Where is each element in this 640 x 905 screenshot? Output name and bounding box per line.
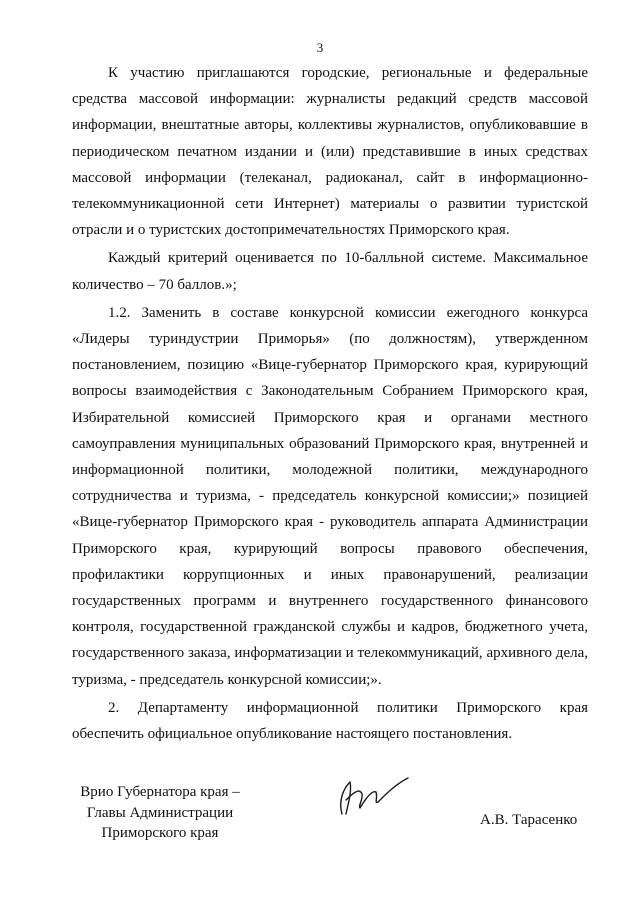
page-number: 3 [316, 40, 324, 55]
paragraph-commission-replacement: 1.2. Заменить в составе конкурсной комиссии ежегодного конкурса «Лидеры туриндустрии Приморья» (по должностям), утвержденном постановлением, позицию «Вице-губернатор Приморского края, курирующий вопросы взаимодействия с Законодательным Собранием Приморского края, Избирательной комиссией Приморского края и органами местного самоуправления муниципальных образований Приморского края, внутренней и информационной политики, молодежной политики, международного сотрудничества и туризма, - председатель конкурсной комиссии;» позицией «Вице-губернатор Приморского края - руководитель аппарата Администрации Приморского края, курирующий вопросы правового обеспечения, профилактики коррупционных и иных правонарушений, реализации государственных программ и внутреннего государственного финансового контроля, государственной гражданской службы и кадров, бюджетного учета, государственного заказа, информатизации и телекоммуникаций, архивного дела, туризма, - председатель конкурсной комиссии;». [72, 304, 588, 688]
signatory-title [80, 782, 240, 844]
paragraph-participants: К участию приглашаются городские, региональные и федеральные средства массовой информации: журналисты редакций средств массовой информации, внештатные авторы, коллективы журналистов, опубликовавшие в периодическом печатном издании и (или) представившие в иных средствах массовой информации (телеканал, радиоканал, сайт в информационно-телекоммуникационной сети Интернет) материалы о развитии туристской отрасли и о туристских достопримечательностях Приморского края. [72, 65, 588, 239]
paragraph-publication: 2. Департаменту информационной политики Приморского края обеспечить официальное опубликование настоящего постановления. [72, 699, 588, 743]
paragraph-criteria: Каждый критерий оценивается по 10-балльной системе. Максимальное количество – 70 баллов.»; [72, 250, 588, 293]
signatory-title-line-3: Приморского края [101, 825, 219, 841]
signer-name: А.В. Тарасенко [480, 812, 578, 828]
handwritten-signature [330, 770, 420, 820]
signatory-title-line-2: Главы Администрации [86, 804, 234, 821]
document-body [72, 60, 588, 749]
signatory-title-line-1: Врио Губернатора края – [80, 784, 240, 800]
